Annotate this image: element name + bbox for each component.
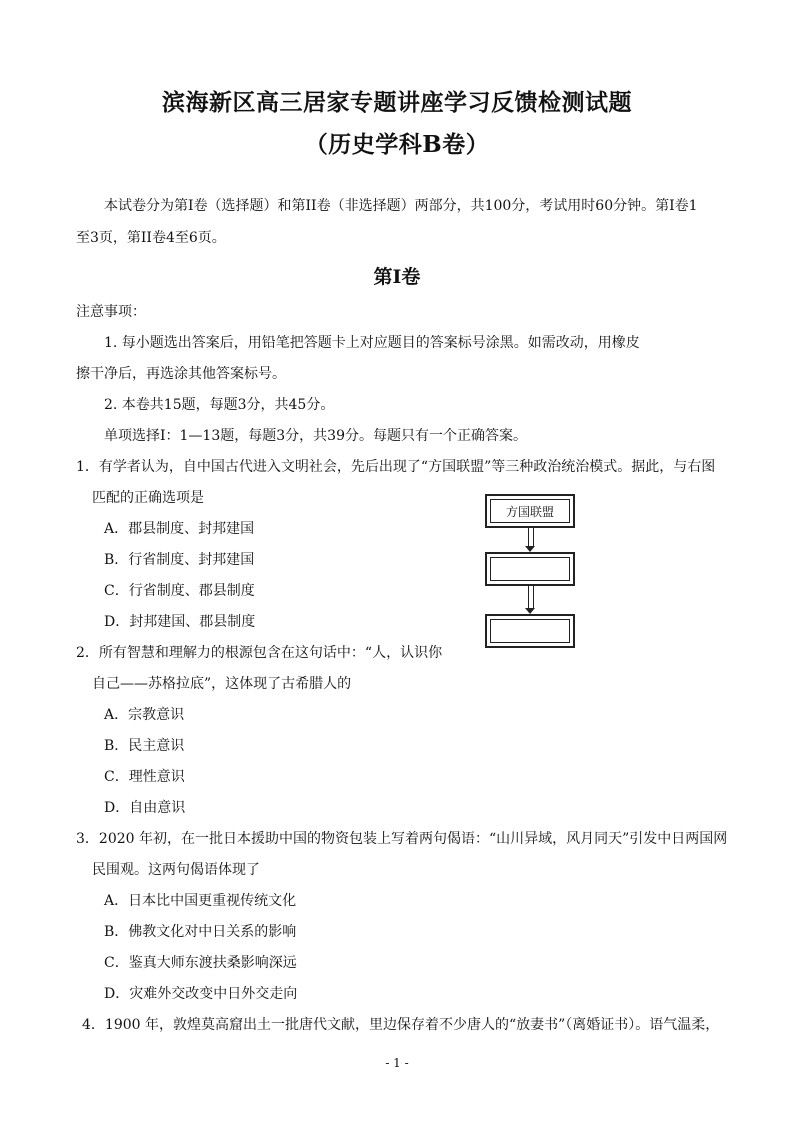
question-3-option-b: B．佛教文化对中日关系的影响 <box>104 924 297 940</box>
question-3-option-a: A．日本比中国更重视传统文化 <box>104 893 297 909</box>
notice-item-1-line-2: 擦干净后，再选涂其他答案标号。 <box>76 366 286 382</box>
question-3-option-c: C．鉴真大师东渡扶桑影响深远 <box>104 955 297 971</box>
flowchart-box-1 <box>485 494 575 528</box>
question-2-stem-line-1: 2．所有智慧和理解力的根源包含在这句话中：“人，认识你 <box>76 645 443 661</box>
question-1-option-c: C．行省制度、郡县制度 <box>104 583 255 599</box>
exam-title: 滨海新区高三居家专题讲座学习反馈检测试题 <box>162 89 632 116</box>
question-3-stem-line-2: 民围观。这两句偈语体现了 <box>92 862 260 878</box>
flowchart-box-1-label: 方国联盟 <box>490 499 570 523</box>
flowchart-box-3 <box>485 614 575 648</box>
question-1-stem-line-2: 匹配的正确选项是 <box>92 490 204 506</box>
notice-item-2: 2. 本卷共15题，每题3分，共45分。 <box>104 397 335 413</box>
intro-line-2: 至3页，第II卷4至6页。 <box>76 230 226 246</box>
question-1-option-a: A．郡县制度、封邦建国 <box>104 521 255 537</box>
question-2-option-b: B．民主意识 <box>104 738 185 754</box>
flowchart-arrow-1 <box>525 528 535 552</box>
exam-subtitle: （历史学科B卷） <box>304 131 490 158</box>
flowchart-box-2 <box>485 552 575 586</box>
page-number: - 1 - <box>385 1056 409 1070</box>
flowchart-arrow-2 <box>525 586 535 614</box>
question-1-option-b: B．行省制度、封邦建国 <box>104 552 255 568</box>
notice-item-3: 单项选择Ⅰ：1—13题，每题3分，共39分。每题只有一个正确答案。 <box>104 428 527 444</box>
question-2-stem-line-2: 自己——苏格拉底”，这体现了古希腊人的 <box>92 676 352 692</box>
question-2-option-d: D．自由意识 <box>104 800 186 816</box>
question-1-stem-line-1: 1．有学者认为，自中国古代进入文明社会，先后出现了“方国联盟”等三种政治统治模式。据此，与右图 <box>76 459 716 475</box>
question-1-option-d: D．封邦建国、郡县制度 <box>104 614 256 630</box>
intro-line-1: 本试卷分为第I卷（选择题）和第II卷（非选择题）两部分，共100分，考试用时60分钟。第I卷1 <box>104 198 698 214</box>
section-title: 第I卷 <box>373 266 421 288</box>
question-3-option-d: D．灾难外交改变中日外交走向 <box>104 986 298 1002</box>
question-2-option-c: C．理性意识 <box>104 769 185 785</box>
notice-item-1-line-1: 1. 每小题选出答案后，用铅笔把答题卡上对应题目的答案标号涂黑。如需改动，用橡皮 <box>104 335 640 351</box>
question-4-stem-line-1: 4．1900 年，敦煌莫高窟出土一批唐代文献，里边保存着不少唐人的“放妻书”（离婚证书）。语气温柔， <box>82 1017 720 1033</box>
question-2-option-a: A．宗教意识 <box>104 707 185 723</box>
question-3-stem-line-1: 3．2020 年初，在一批日本援助中国的物资包装上写着两句偈语：“山川异域，风月同天”引发中日两国网 <box>76 831 728 847</box>
notice-heading: 注意事项： <box>76 304 146 320</box>
